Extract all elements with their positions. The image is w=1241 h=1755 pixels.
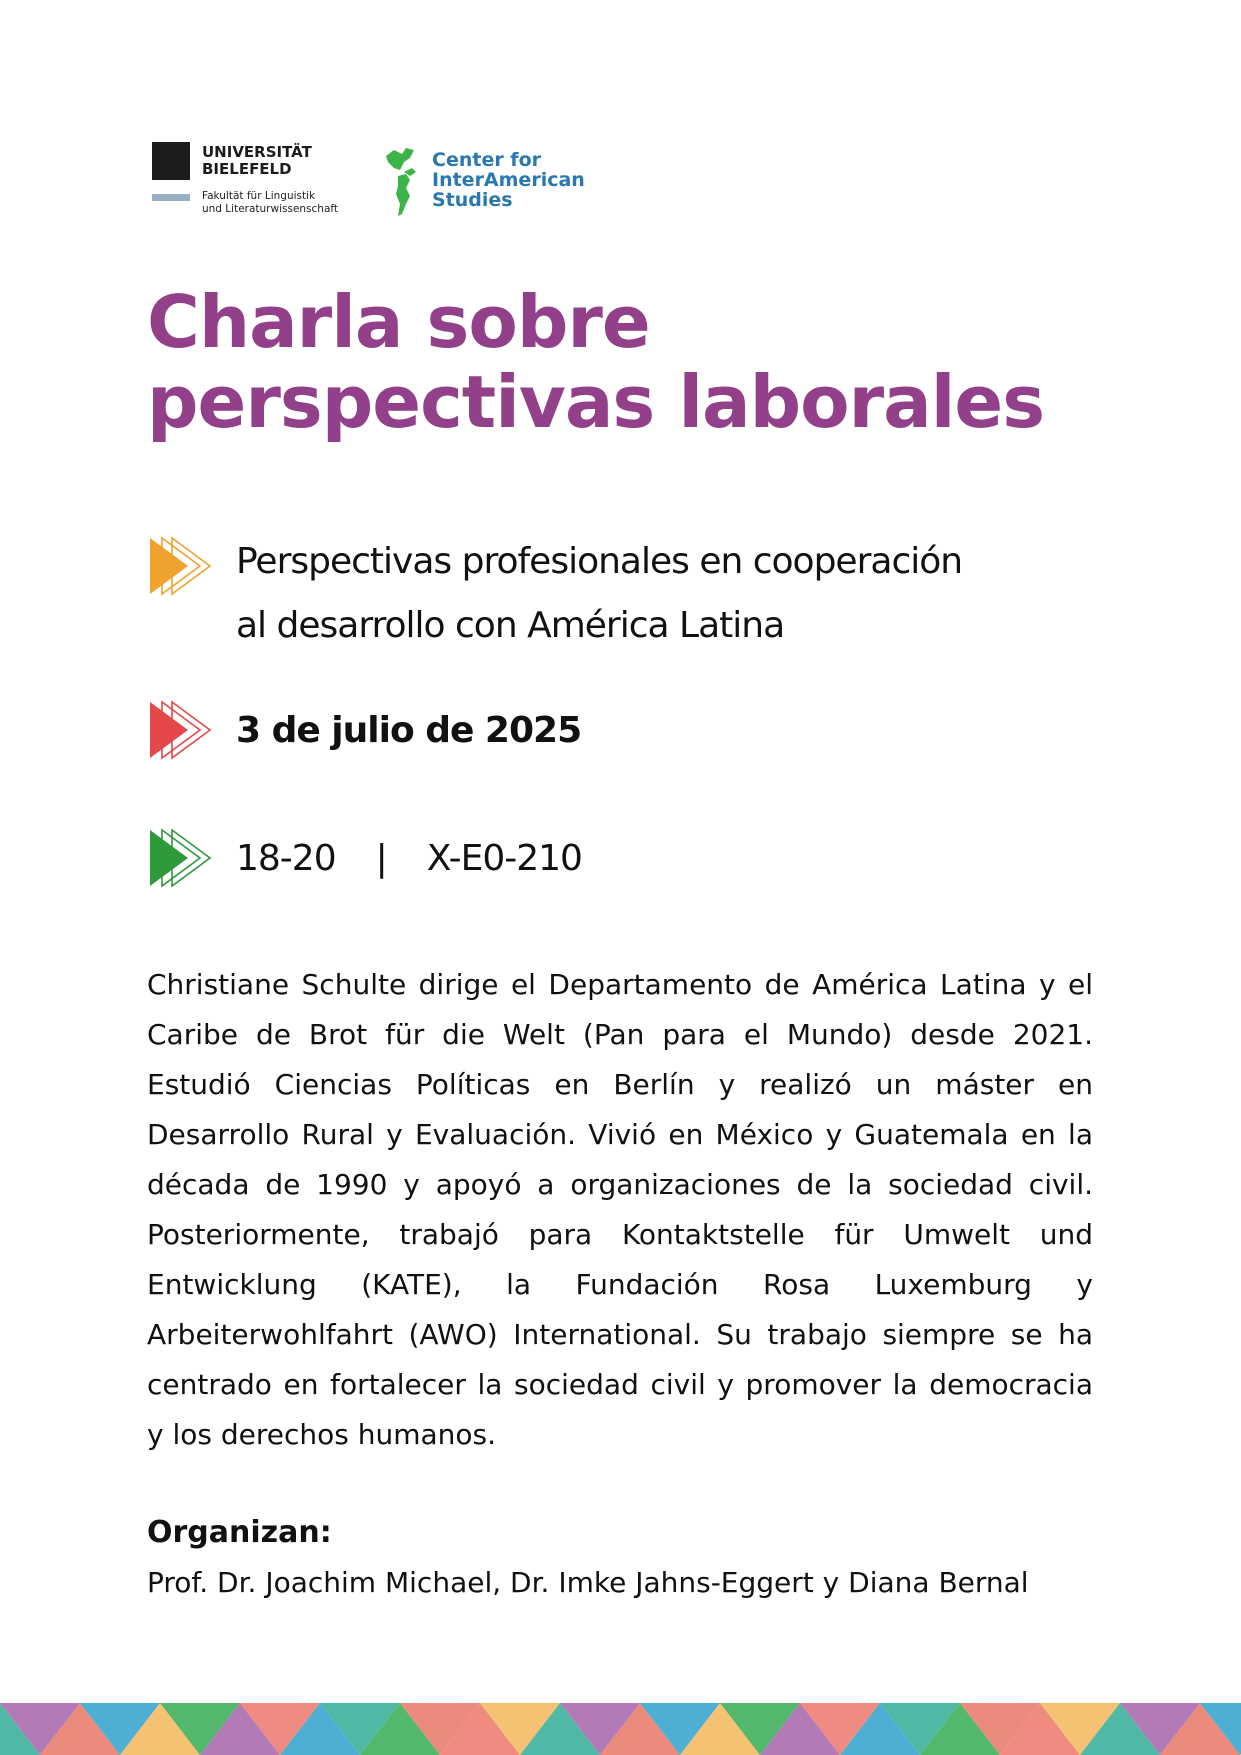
university-logo-square <box>152 142 190 180</box>
university-logo <box>152 140 352 220</box>
event-time: 18-20 <box>236 838 336 879</box>
topic-line2: al desarrollo con América Latina <box>236 605 785 646</box>
separator: | <box>375 838 387 879</box>
university-name <box>202 144 332 178</box>
center-name-line1: Center for <box>432 149 541 171</box>
university-name-line1: UNIVERSITÄT <box>202 143 312 161</box>
center-name-line3: Studies <box>432 189 513 211</box>
event-room: X-E0-210 <box>426 838 582 879</box>
topic-line1: Perspectivas profesionales en cooperación <box>236 541 963 582</box>
university-name-line2: BIELEFELD <box>202 160 292 178</box>
faculty-name-line1: Fakultät für Linguistik <box>202 190 316 202</box>
page-title-line2: perspectivas laborales <box>147 360 1045 444</box>
green-arrow-icon <box>148 826 220 890</box>
topic-text <box>236 530 1136 658</box>
time-room-text <box>236 834 582 884</box>
university-logo-bar <box>152 194 190 201</box>
organizers-names: Prof. Dr. Joachim Michael, Dr. Imke Jahns-Eggert y Diana Bernal <box>147 1566 1029 1599</box>
red-arrow-icon <box>148 698 220 762</box>
footer-triangle-pattern <box>0 1703 1241 1755</box>
faculty-name-line2: und Literaturwissenschaft <box>202 203 339 215</box>
center-logo <box>380 146 600 218</box>
event-date: 3 de julio de 2025 <box>236 710 582 751</box>
page-title <box>147 282 1147 442</box>
center-name <box>432 150 602 210</box>
americas-map-icon <box>380 146 428 218</box>
organizers-label: Organizan: <box>147 1515 332 1550</box>
speaker-bio: Christiane Schulte dirige el Departamento de América Latina y el Caribe de Brot für die Welt (Pan para el Mundo) desde 2021. Estudió Ciencias Políticas en Berlín y realizó un máster en Desarrollo Rural y Evaluación. Vivió en México y Guatemala en la década de 1990 y apoyó a organizaciones de la sociedad civil. Posteriormente, trabajó para Kontaktstelle für Umwelt und Entwicklung (KATE), la Fundación Rosa Luxemburg y Arbeiterwohlfahrt (AWO) International. Su trabajo siempre se ha centrado en fortalecer la sociedad civil y promover la democracia y los derechos humanos. <box>147 968 1093 1451</box>
faculty-name <box>202 190 372 216</box>
center-name-line2: InterAmerican <box>432 169 585 191</box>
page-title-line1: Charla sobre <box>147 280 650 364</box>
orange-arrow-icon <box>148 534 220 598</box>
